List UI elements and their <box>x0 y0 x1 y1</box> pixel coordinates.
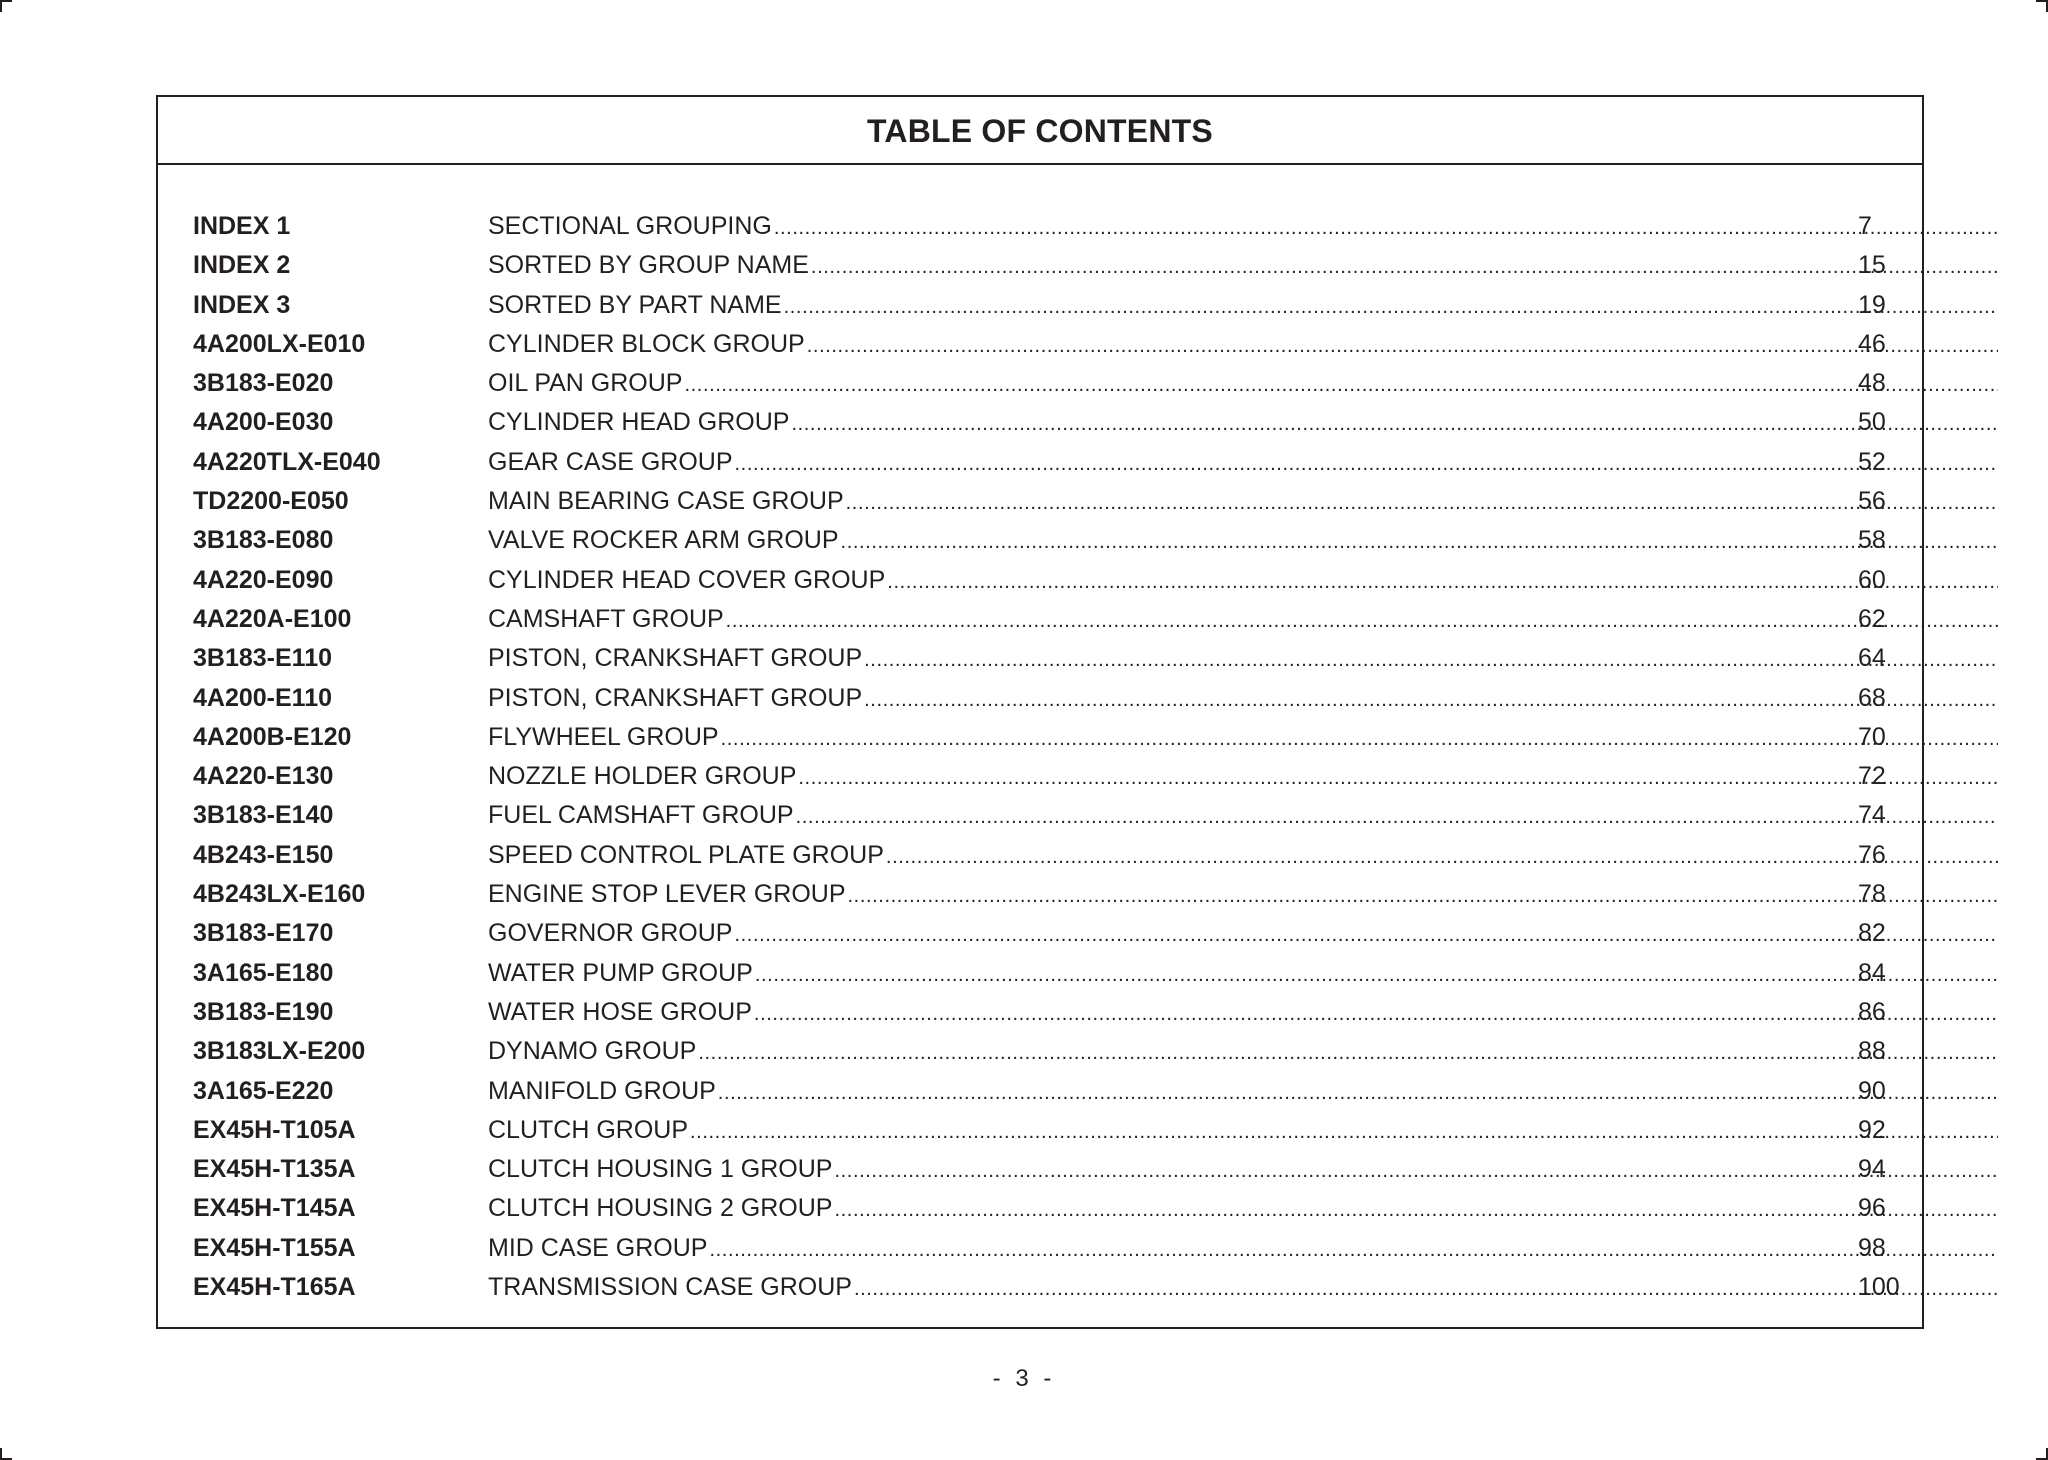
toc-entry <box>158 521 1922 560</box>
toc-entry <box>158 1150 1922 1189</box>
toc-entry-leader <box>488 639 1998 680</box>
toc-entry-code: EX45H-T135A <box>193 1155 356 1184</box>
toc-entry <box>158 639 1922 678</box>
toc-entry-code: INDEX 3 <box>193 290 291 319</box>
table-of-contents-box <box>156 95 1924 1329</box>
page-title: TABLE OF CONTENTS <box>867 112 1213 149</box>
toc-entry-name: CLUTCH GROUP <box>488 1115 689 1144</box>
dot-leader <box>796 798 1998 837</box>
toc-entry-leader <box>488 993 1998 1034</box>
toc-entry-name: PISTON, CRANKSHAFT GROUP <box>488 683 863 712</box>
toc-entry-leader <box>488 796 1998 837</box>
toc-entry-name: CAMSHAFT GROUP <box>488 604 724 633</box>
toc-entry-page: 15 <box>1858 251 1886 280</box>
toc-entry <box>158 1189 1922 1228</box>
toc-entry <box>158 914 1922 953</box>
toc-entry-code: 3B183-E110 <box>193 644 333 673</box>
page-number: - 3 - <box>992 1365 1056 1392</box>
dot-leader <box>887 563 1998 602</box>
dot-leader <box>718 1074 1998 1113</box>
toc-entry-name: CYLINDER HEAD COVER GROUP <box>488 565 886 594</box>
toc-entry-page: 74 <box>1858 801 1886 830</box>
toc-entry <box>158 207 1922 246</box>
toc-entry <box>158 1268 1922 1307</box>
toc-entry-page: 60 <box>1858 565 1886 594</box>
toc-entry <box>158 1072 1922 1111</box>
toc-entry-name: NOZZLE HOLDER GROUP <box>488 762 797 791</box>
toc-entry-name: FUEL CAMSHAFT GROUP <box>488 801 794 830</box>
toc-entry-page: 100 <box>1858 1273 1900 1302</box>
toc-entry-page: 48 <box>1858 369 1886 398</box>
toc-entry-code: 4A220A-E100 <box>193 604 352 633</box>
dot-leader <box>791 405 1998 444</box>
crop-mark-bottom-right <box>2036 1448 2048 1460</box>
toc-header <box>158 97 1922 165</box>
crop-mark-bottom-left <box>0 1448 12 1460</box>
toc-entry-code: TD2200-E050 <box>193 487 349 516</box>
toc-entry-page: 72 <box>1858 762 1886 791</box>
toc-entry-page: 90 <box>1858 1076 1886 1105</box>
toc-entry <box>158 718 1922 757</box>
dot-leader <box>846 484 1998 523</box>
dot-leader <box>734 916 1998 955</box>
toc-entry-code: 3B183LX-E200 <box>193 1037 366 1066</box>
dot-leader <box>834 1152 1998 1191</box>
toc-entry-leader <box>488 1189 1998 1230</box>
toc-entry-name: WATER PUMP GROUP <box>488 958 753 987</box>
toc-entry-leader <box>488 600 1998 641</box>
toc-entry-code: INDEX 2 <box>193 251 291 280</box>
toc-entry-name: DYNAMO GROUP <box>488 1037 697 1066</box>
dot-leader <box>841 523 1998 562</box>
dot-leader <box>684 366 1998 405</box>
toc-entry-leader <box>488 325 1998 366</box>
toc-entry-code: 4A220-E130 <box>193 762 334 791</box>
toc-entry-page: 19 <box>1858 290 1886 319</box>
dot-leader <box>864 681 1998 720</box>
toc-entry-name: OIL PAN GROUP <box>488 369 683 398</box>
toc-entry-name: GEAR CASE GROUP <box>488 447 733 476</box>
dot-leader <box>834 1191 1998 1230</box>
dot-leader <box>848 877 1998 916</box>
toc-entry-name: WATER HOSE GROUP <box>488 997 752 1026</box>
toc-entry-name: GOVERNOR GROUP <box>488 919 733 948</box>
toc-entry-code: 4A200B-E120 <box>193 722 352 751</box>
toc-entry-name: ENGINE STOP LEVER GROUP <box>488 880 846 909</box>
dot-leader <box>886 838 1998 877</box>
toc-entry <box>158 482 1922 521</box>
toc-entry <box>158 325 1922 364</box>
toc-entry-leader <box>488 521 1998 562</box>
toc-entry-leader <box>488 914 1998 955</box>
toc-entry-leader <box>488 443 1998 484</box>
dot-leader <box>754 995 1998 1034</box>
toc-entry-name: MANIFOLD GROUP <box>488 1076 716 1105</box>
toc-entry <box>158 836 1922 875</box>
toc-entry-code: 3A165-E220 <box>193 1076 334 1105</box>
toc-entry-page: 88 <box>1858 1037 1886 1066</box>
toc-entry-name: SECTIONAL GROUPING <box>488 212 772 240</box>
dot-leader <box>854 1270 1998 1309</box>
toc-entry <box>158 875 1922 914</box>
toc-entry-code: 4A200-E110 <box>193 683 333 712</box>
toc-entry <box>158 796 1922 835</box>
toc-entry <box>158 1229 1922 1268</box>
toc-entry-leader <box>488 875 1998 916</box>
toc-entry-name: SORTED BY PART NAME <box>488 290 782 319</box>
toc-entry-name: MAIN BEARING CASE GROUP <box>488 487 844 516</box>
toc-entry <box>158 954 1922 993</box>
toc-entry-leader <box>488 561 1998 602</box>
toc-entry <box>158 993 1922 1032</box>
toc-entry-leader <box>488 207 1998 248</box>
toc-entry <box>158 600 1922 639</box>
toc-entry-leader <box>488 1072 1998 1113</box>
toc-entry-leader <box>488 679 1998 720</box>
toc-entry-page: 50 <box>1858 408 1886 437</box>
toc-entry <box>158 1032 1922 1071</box>
toc-entry-name: PISTON, CRANKSHAFT GROUP <box>488 644 863 673</box>
toc-entry-name: SPEED CONTROL PLATE GROUP <box>488 840 884 869</box>
toc-entry-page: 94 <box>1858 1155 1886 1184</box>
toc-entry-page: 98 <box>1858 1233 1886 1262</box>
crop-mark-top-left <box>0 0 12 12</box>
toc-entry-leader <box>488 1032 1998 1073</box>
toc-entry-code: 4A200LX-E010 <box>193 329 366 358</box>
toc-entry-name: CLUTCH HOUSING 1 GROUP <box>488 1155 833 1184</box>
toc-entry <box>158 364 1922 403</box>
toc-entry-code: 3B183-E190 <box>193 997 334 1026</box>
toc-entry-page: 46 <box>1858 329 1886 358</box>
toc-entry-leader <box>488 364 1998 405</box>
toc-entry-page: 76 <box>1858 840 1886 869</box>
toc-entry-page: 52 <box>1858 447 1886 476</box>
toc-entry-leader <box>488 1268 1998 1309</box>
toc-entry <box>158 1111 1922 1150</box>
dot-leader <box>811 248 1998 287</box>
toc-entry-page: 56 <box>1858 487 1886 516</box>
toc-entry-name: FLYWHEEL GROUP <box>488 722 719 751</box>
toc-entry-name: CLUTCH HOUSING 2 GROUP <box>488 1194 833 1223</box>
toc-entry <box>158 679 1922 718</box>
toc-entry-page: 86 <box>1858 997 1886 1026</box>
toc-entry-code: EX45H-T155A <box>193 1233 356 1262</box>
toc-entry-page: 7 <box>1858 212 1872 240</box>
toc-entry-code: 4A220TLX-E040 <box>193 447 381 476</box>
toc-entry-leader <box>488 1111 1998 1152</box>
toc-entry-code: 3B183-E170 <box>193 919 334 948</box>
toc-entry-leader <box>488 286 1998 327</box>
toc-entry-page: 62 <box>1858 604 1886 633</box>
toc-entry-page: 82 <box>1858 919 1886 948</box>
toc-entry <box>158 443 1922 482</box>
toc-entry-code: 4B243LX-E160 <box>193 880 366 909</box>
dot-leader <box>807 327 1998 366</box>
dot-leader <box>798 759 1998 798</box>
toc-entry-name: MID CASE GROUP <box>488 1233 708 1262</box>
toc-entry-code: EX45H-T165A <box>193 1273 356 1302</box>
dot-leader <box>735 445 1999 484</box>
toc-entry-code: 3B183-E020 <box>193 369 334 398</box>
toc-entry-name: CYLINDER HEAD GROUP <box>488 408 790 437</box>
dot-leader <box>774 209 1998 248</box>
dot-leader <box>690 1113 1998 1152</box>
dot-leader <box>709 1231 1998 1270</box>
toc-entry-name: VALVE ROCKER ARM GROUP <box>488 526 839 555</box>
dot-leader <box>755 956 1998 995</box>
toc-entry-page: 78 <box>1858 880 1886 909</box>
toc-entry-page: 68 <box>1858 683 1886 712</box>
toc-entry <box>158 561 1922 600</box>
toc-entry <box>158 246 1922 285</box>
dot-leader <box>726 602 1998 641</box>
dot-leader <box>698 1034 1998 1073</box>
toc-entry-leader <box>488 1150 1998 1191</box>
toc-entry-page: 64 <box>1858 644 1886 673</box>
toc-entry-leader <box>488 1229 1998 1270</box>
dot-leader <box>784 288 1998 327</box>
toc-entry-code: EX45H-T145A <box>193 1194 356 1223</box>
dot-leader <box>721 720 1998 759</box>
toc-entry-code: INDEX 1 <box>193 212 291 240</box>
toc-entry-leader <box>488 403 1998 444</box>
toc-entry-name: SORTED BY GROUP NAME <box>488 251 809 280</box>
toc-entry-leader <box>488 757 1998 798</box>
toc-entry-code: 4A200-E030 <box>193 408 334 437</box>
toc-entry-name: CYLINDER BLOCK GROUP <box>488 329 805 358</box>
dot-leader <box>864 641 1998 680</box>
toc-entry-leader <box>488 954 1998 995</box>
toc-entry-page: 70 <box>1858 722 1886 751</box>
toc-entry <box>158 757 1922 796</box>
toc-entry-page: 96 <box>1858 1194 1886 1223</box>
toc-entry-leader <box>488 246 1998 287</box>
crop-mark-top-right <box>2036 0 2048 12</box>
toc-entry <box>158 403 1922 442</box>
toc-entry-page: 84 <box>1858 958 1886 987</box>
toc-list <box>158 207 1922 1307</box>
toc-entry-leader <box>488 836 1998 877</box>
toc-entry-code: 4A220-E090 <box>193 565 334 594</box>
toc-entry-code: 3B183-E080 <box>193 526 334 555</box>
toc-entry-code: EX45H-T105A <box>193 1115 356 1144</box>
toc-entry-page: 92 <box>1858 1115 1886 1144</box>
toc-entry-page: 58 <box>1858 526 1886 555</box>
toc-entry-code: 3B183-E140 <box>193 801 334 830</box>
toc-entry <box>158 286 1922 325</box>
toc-entry-code: 3A165-E180 <box>193 958 334 987</box>
toc-entry-leader <box>488 482 1998 523</box>
toc-entry-leader <box>488 718 1998 759</box>
toc-entry-name: TRANSMISSION CASE GROUP <box>488 1273 852 1302</box>
toc-entry-code: 4B243-E150 <box>193 840 334 869</box>
